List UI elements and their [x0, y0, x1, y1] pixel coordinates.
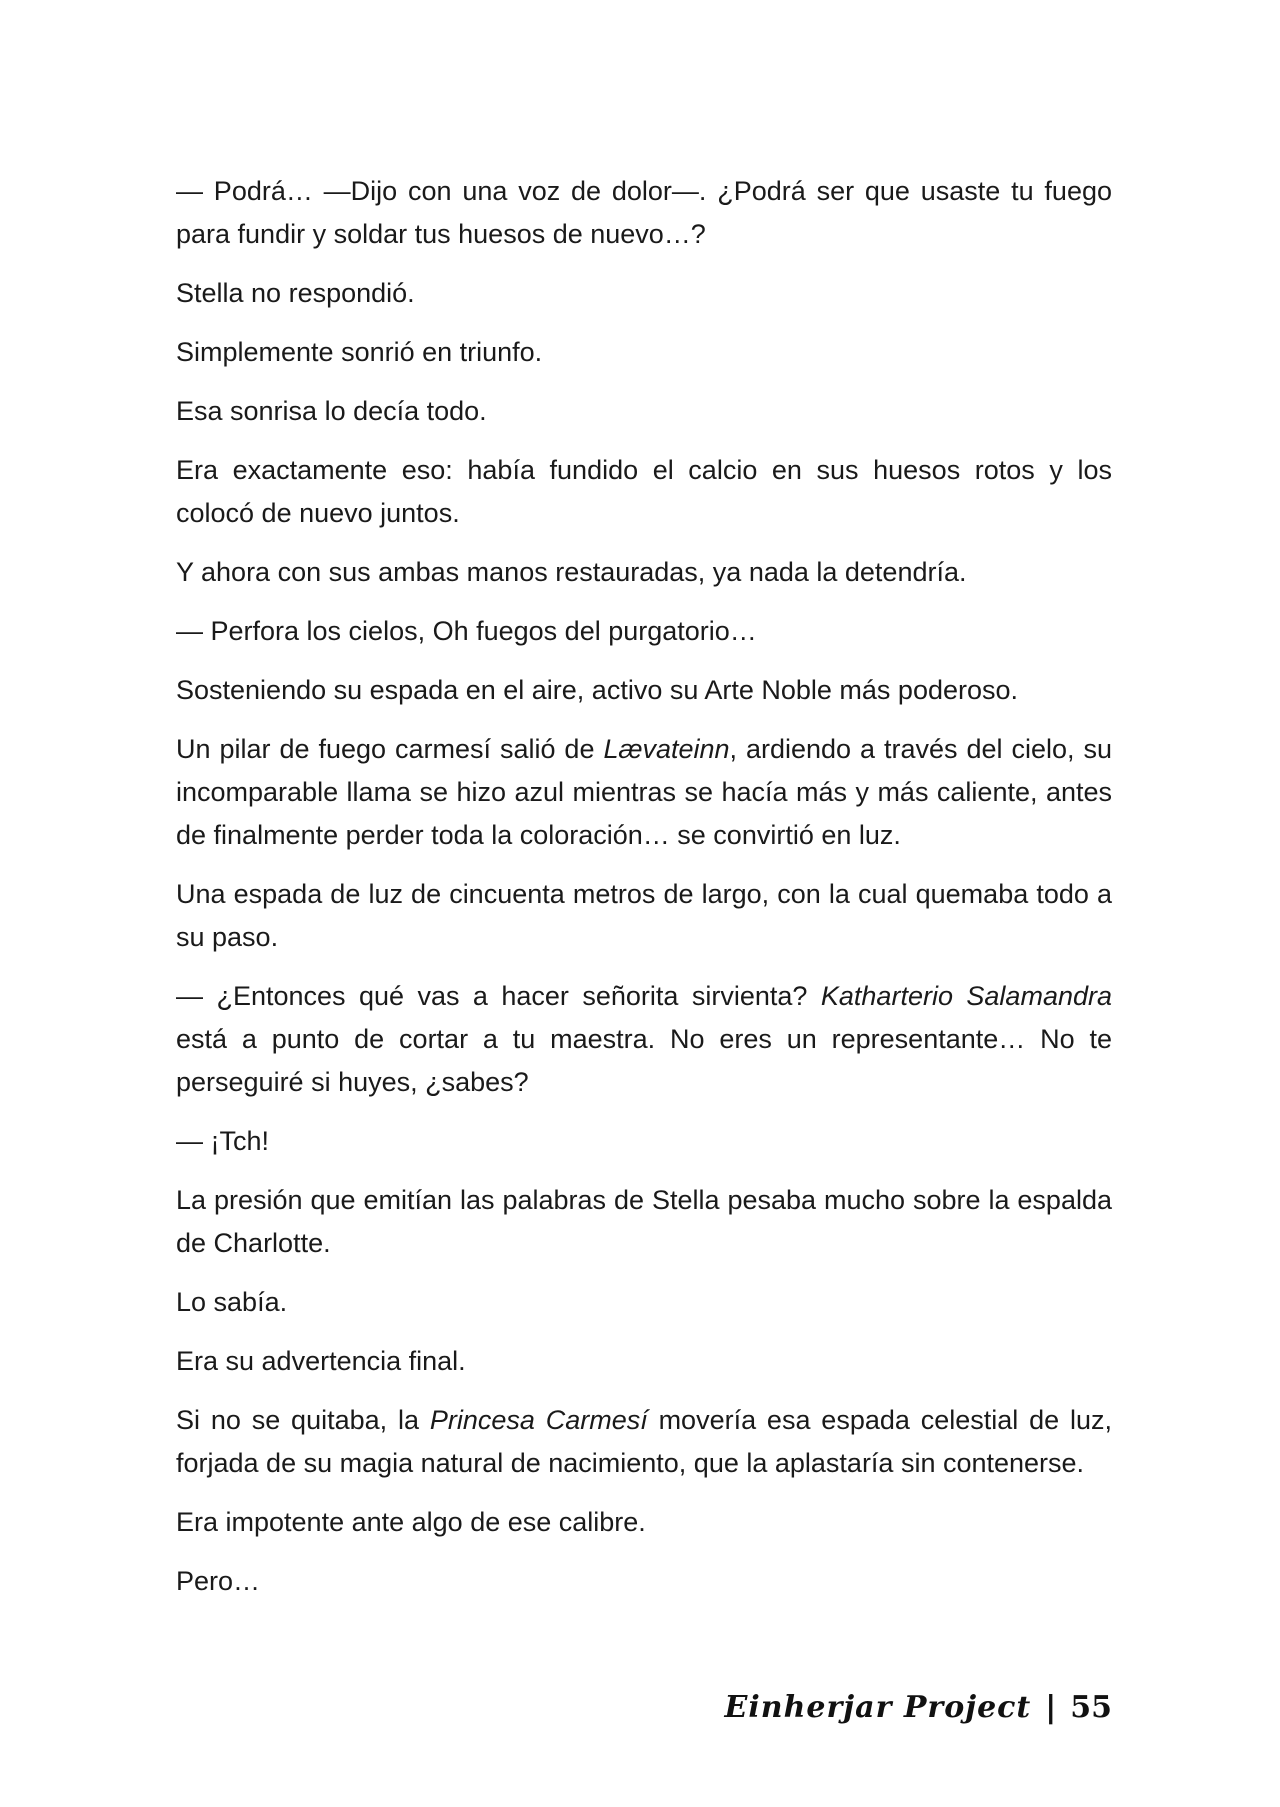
text-segment: Stella no respondió. [176, 278, 415, 308]
paragraph [176, 1560, 1112, 1603]
paragraph [176, 873, 1112, 959]
text-segment: Era impotente ante algo de ese calibre. [176, 1507, 646, 1537]
text-segment: Era su advertencia final. [176, 1346, 466, 1376]
text-segment: Un pilar de fuego carmesí salió de [176, 734, 604, 764]
italic-text: Princesa Carmesí [429, 1405, 648, 1435]
paragraph [176, 551, 1112, 594]
body-text [176, 170, 1112, 1619]
paragraph [176, 1120, 1112, 1163]
paragraph [176, 728, 1112, 857]
text-segment: está a punto de cortar a tu maestra. No eres un representante… No te perseguiré si huyes, ¿sabes? [176, 1024, 1112, 1097]
text-segment: Una espada de luz de cincuenta metros de largo, con la cual quemaba todo a su paso. [176, 879, 1112, 952]
text-segment: — ¿Entonces qué vas a hacer señorita sirvienta? [176, 981, 821, 1011]
paragraph [176, 331, 1112, 374]
text-segment: — Podrá… —Dijo con una voz de dolor—. ¿Podrá ser que usaste tu fuego para fundir y soldar tus huesos de nuevo…? [176, 176, 1112, 249]
text-segment: La presión que emitían las palabras de Stella pesaba mucho sobre la espalda de Charlotte. [176, 1185, 1112, 1258]
text-segment: Y ahora con sus ambas manos restauradas, ya nada la detendría. [176, 557, 967, 587]
text-segment: Lo sabía. [176, 1287, 288, 1317]
paragraph [176, 170, 1112, 256]
paragraph [176, 1501, 1112, 1544]
text-segment: Era exactamente eso: había fundido el calcio en sus huesos rotos y los colocó de nuevo juntos. [176, 455, 1112, 528]
text-segment: Sosteniendo su espada en el aire, activo su Arte Noble más poderoso. [176, 675, 1019, 705]
italic-text: Lævateinn [603, 734, 730, 764]
text-segment: Pero… [176, 1566, 261, 1596]
text-segment: Simplemente sonrió en triunfo. [176, 337, 543, 367]
text-segment: — Perfora los cielos, Oh fuegos del purgatorio… [176, 616, 757, 646]
paragraph [176, 975, 1112, 1104]
paragraph [176, 449, 1112, 535]
paragraph [176, 669, 1112, 712]
paragraph [176, 272, 1112, 315]
paragraph [176, 1340, 1112, 1383]
italic-text: Katharterio Salamandra [820, 981, 1112, 1011]
paragraph [176, 1399, 1112, 1485]
paragraph [176, 1179, 1112, 1265]
paragraph [176, 1281, 1112, 1324]
page-number: 55 [1070, 1689, 1112, 1725]
text-segment: Esa sonrisa lo decía todo. [176, 396, 487, 426]
text-segment: — ¡Tch! [176, 1126, 270, 1156]
text-segment: , ardiendo a través del cielo, su incomparable llama se hizo azul mientras se hacía más y más caliente, antes de finalmente perder toda la coloración… se convirtió en luz. [176, 734, 1112, 850]
footer-brand: Einherjar Project [724, 1689, 1032, 1725]
paragraph [176, 610, 1112, 653]
paragraph [176, 390, 1112, 433]
footer-separator: | [1045, 1689, 1057, 1725]
page-footer [725, 1682, 1112, 1732]
text-segment: Si no se quitaba, la [176, 1405, 430, 1435]
text-segment: movería esa espada celestial de luz, forjada de su magia natural de nacimiento, que la aplastaría sin contenerse. [176, 1405, 1112, 1478]
